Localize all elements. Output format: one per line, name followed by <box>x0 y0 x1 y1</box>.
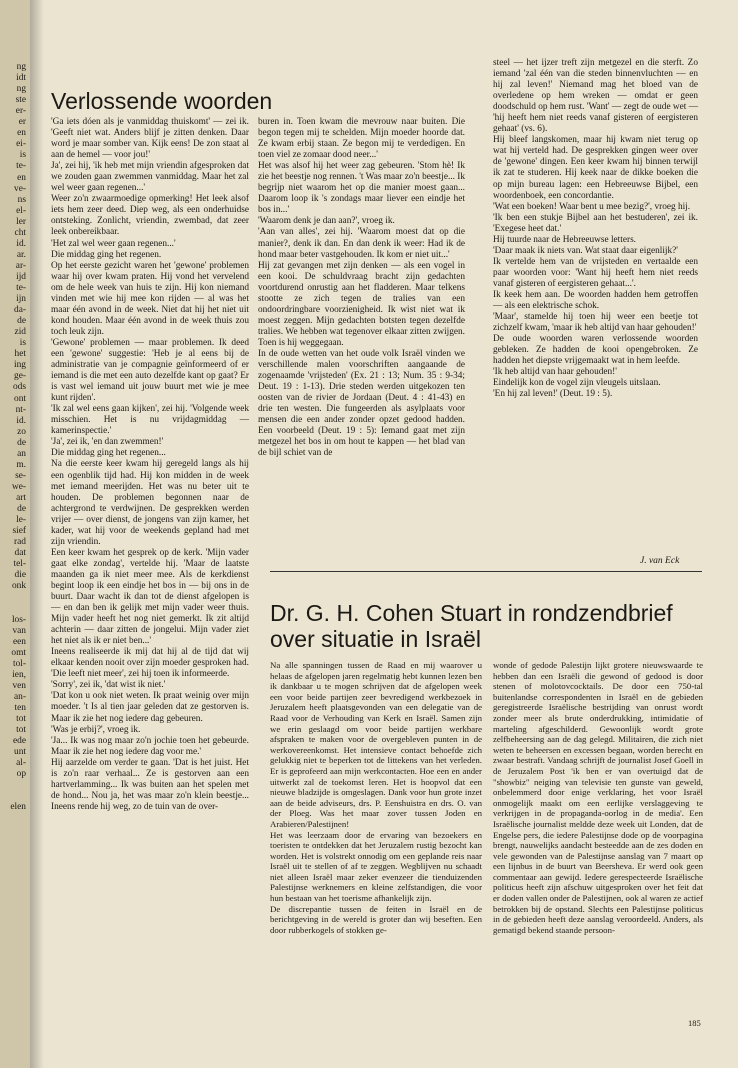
paragraph: Ja', zei hij, 'ik heb met mijn vriendin afgesproken dat we zouden gaan zwemmen vanmiddag. Maar het zal wel weer gaan regenen...' <box>51 161 249 194</box>
gutter-text-fragment: tot <box>16 725 26 735</box>
gutter-text-fragment: ede <box>12 736 26 747</box>
paragraph: Na die eerste keer kwam hij geregeld langs als hij een ogenblik tijd had. Hij kon midden in de week met iemand meerijden. Het was nu beter uit te houden. De problemen begonnen naar de achtergrond te verdwijnen. De gesprekken werden vrijer — over dienst, de jongens van zijn kamer, het kader, wat hij voor de weekends gepland had met zijn vriendin. <box>51 459 249 547</box>
gutter-text-fragment: tot <box>16 713 26 724</box>
gutter-text-fragment: elen <box>10 802 26 813</box>
gutter-text-fragment: unt <box>14 747 26 758</box>
gutter-text-fragment: ten <box>14 702 26 713</box>
paragraph: 'Ik zal wel eens gaan kijken', zei hij. 'Volgende week misschien. Het is nu vrijdagmiddag — kamerinspectie.' <box>51 404 249 437</box>
gutter-text-fragment: rad <box>14 537 26 548</box>
gutter-text-fragment: ge- <box>14 371 26 382</box>
paragraph: Een keer kwam het gesprek op de kerk. 'Mijn vader gaat elke zondag', vertelde hij. 'Maar de laatste maanden ga ik niet meer mee. Als de kerkdienst begint loop ik een eindje het bos in — bij ons in de buurt. Daar wacht ik dan tot de dienst afgelopen is — en dan ben ik gelijk met mijn vader weer thuis. Mijn vader heeft het nog niet gemerkt. Ik zit altijd achterin — daar zitten de jongelui. Mijn vader ziet het niet als ik er niet ben...' <box>51 547 249 647</box>
paragraph: 'Waarom denk je dan aan?', vroeg ik. <box>258 216 395 227</box>
gutter-text-fragment: id. <box>16 238 26 249</box>
paragraph: 'En hij zal leven!' (Deut. 19 : 5). <box>493 389 613 400</box>
author-signature: J. van Eck <box>640 556 680 566</box>
paragraph: De oude woorden waren verlossende woorden gebleken. Ze hadden de kooi opengebroken. Ze hadden het diepste vrijgemaakt wat in hem leefde. <box>493 334 698 367</box>
paragraph: 'Het zal wel weer gaan regenen...' <box>51 238 176 249</box>
article1-column-3 <box>493 58 698 400</box>
gutter-text-fragment: ont <box>14 393 26 404</box>
paragraph: 'Wat een boeken! Waar bent u mee bezig?', vroeg hij. <box>493 201 691 212</box>
gutter-text-fragment: zid <box>14 327 26 338</box>
page-fold-shadow <box>30 0 44 1068</box>
gutter-text-fragment: art <box>16 492 26 503</box>
paragraph: Hij bleef langskomen, maar hij kwam niet terug op wat hij verteld had. De gesprekken gingen weer over de 'gewone' dingen. Een keer kwam hij binnen terwijl ik zat te studeren. Hij keek naar de dikke boeken die op mijn bureau lagen: een Hebreeuwse Bijbel, een woordenboek, een concordantie. <box>493 135 698 201</box>
gutter-text-fragment: m. <box>16 459 26 470</box>
paragraph: wonde of gedode Palestijn lijkt grotere nieuwswaarde te hebben dan een Israëli die gewond of gedood is door stenen of molotovcocktails. De door een 750-tal buitenlandse correspondenten in Israël en de gebieden geregistreerde Israëlische bestrijding van onrust wordt zonder meer als brute onderdrukking, intimidatie of marteling afgeschilderd. Gewoonlijk wordt grote zelfbeheersing aan de dag gelegd. Militairen, die zich niet weten te beheersen en excessen begaan, worden berecht en zwaar bestraft. Vandaag schrijft de journalist Josef Goell in de Jeruzalem Post 'ik ben er van overtuigd dat de "showbiz" neiging van televisie ten gunste van geweld, onbelemmerd door enige verklaring, het voor Israël onmogelijk maakt om een eerlijke verslaggeving te verkrijgen in de propaganda-oorlog in de media'. Een Israëlische journalist meldde deze week uit Londen, dat de Engelse pers, die iedere Palestijnse dode op de voorpagina brengt, nauwelijks aandacht besteedde aan de zes doden en vele gewonden van de Palestijnse aanslag van 7 maart op een lijnbus in de buurt van Beersheva. Er werd ook geen commentaar aan gewijd. Iedere gerespecteerde Israëlische politicus heeft zijn afschuw uitgesproken over het feit dat er doden vallen onder de Palestijnen, ook al waren ze actief betrokken bij de opstand. Slechts een Palestijnse politicus in de gebieden heeft deze aanslag veroordeeld. Anders, als gematigd bekend staande persoon- <box>493 660 703 935</box>
gutter-text-fragment: de <box>17 504 26 514</box>
gutter-text-fragment: is <box>19 150 26 161</box>
gutter-text-fragment: dat <box>14 548 26 559</box>
page-number: 185 <box>688 1018 701 1028</box>
gutter-text-fragment: omt <box>11 647 26 658</box>
gutter-text-fragment: er- <box>15 106 26 117</box>
gutter-text-fragment: en <box>17 172 26 183</box>
paragraph: 'Aan van alles', zei hij. 'Waarom moest dat op die manier?, denk ik dan. En dan denk ik weer: Had ik de hond maar beter vastgehouden. Ik kom er niet uit...' <box>258 227 465 260</box>
gutter-text-fragment: de <box>17 316 26 327</box>
paragraph: 'Maar', stamelde hij toen hij weer een beetje tot zichzelf kwam, 'maar ik heb altijd van haar gehouden!' <box>493 312 698 334</box>
gutter-text-fragment: da- <box>14 305 26 316</box>
gutter-text-fragment: we- <box>11 481 26 492</box>
paragraph: Het was alsof hij het weer zag gebeuren. 'Stom hè! Ik zie het beestje nog rennen. 't Was maar zo'n beestje... Ik begrijp niet waarom het op die manier moest gaan... Daarom loop ik 's zondags maar liever een eindje het bos in...' <box>258 161 465 216</box>
paragraph: Ik keek hem aan. De woorden hadden hem getroffen — als een elektrische schok. <box>493 289 698 312</box>
gutter-text-fragment: ods <box>12 382 26 393</box>
paragraph: Hij aarzelde om verder te gaan. 'Dat is het juist. Het is zo'n raar verhaal... Ze is gestorven aan een hartverlamming... Ik was buiten aan het spelen met de hond... Nou ja, het was maar zo'n klein beestje... Ineens rende hij weg, zo de tuin van de over- <box>51 757 249 812</box>
gutter-text-fragment: van <box>12 625 26 636</box>
paragraph: Hij zat gevangen met zijn denken — als een vogel in een kooi. De schuldvraag bracht zijn gedachten voortdurend onrustig aan het fladderen. Maar telkens stootte ze zich tegen de tralies van een ondoordringbare voorzienigheid. Ik wist niet wat ik moest zeggen. Mijn gedachten botsten tegen dezelfde tralies. We hebben wat tegenover elkaar zitten zwijgen. Toen is hij weggegaan. <box>258 260 465 348</box>
gutter-text-fragment: ijd <box>16 271 26 282</box>
gutter-text-fragment: cht <box>14 227 26 238</box>
gutter-text-fragment: een <box>12 636 26 647</box>
paragraph: Ineens realiseerde ik mij dat hij al de tijd dat wij elkaar kenden nooit over zijn moeder gesproken had. 'Die leeft niet meer', zei hij toen ik informeerde. <box>51 647 249 680</box>
gutter-text-fragment: ar- <box>15 260 26 271</box>
paragraph: 'Ja', zei ik, 'en dan zwemmen!' <box>51 437 164 448</box>
gutter-text-fragment: an- <box>14 691 26 702</box>
gutter-text-fragment: ste <box>15 95 26 106</box>
gutter-text-fragment: ler <box>16 216 26 227</box>
gutter-text-fragment: en <box>17 128 26 139</box>
gutter-text-fragment: te- <box>16 283 26 293</box>
article1-column-1 <box>51 117 249 813</box>
gutter-text-fragment: se- <box>15 470 26 481</box>
gutter-text-fragment: id. <box>16 415 26 426</box>
paragraph: Eindelijk kon de vogel zijn vleugels uitslaan. <box>493 378 661 389</box>
gutter-text-fragment: tol- <box>12 658 26 669</box>
gutter-text-fragment: ng <box>16 62 26 72</box>
paragraph: Die middag ging het regenen... <box>51 448 166 459</box>
gutter-text-fragment: ar. <box>16 249 26 260</box>
gutter-text-fragment: nt- <box>15 404 26 415</box>
gutter-text-fragment: le- <box>16 515 26 526</box>
gutter-text-fragment: onk <box>11 581 26 592</box>
gutter-text-fragment: op <box>16 769 26 780</box>
gutter-text-fragment: ei- <box>16 139 26 150</box>
paragraph: 'Ik heb altijd van haar gehouden!' <box>493 367 617 378</box>
paragraph: Ik vertelde hem van de vrijsteden en vertaalde een paar woorden voor: 'Want hij heeft hem niet reeds vanaf gisteren of eergisteren gehaat...'. <box>493 256 698 289</box>
paragraph: buren in. Toen kwam die mevrouw naar buiten. Die begon tegen mij te schelden. Mijn moeder hoorde dat. Ze kwam erbij staan. Ze begon mij te verdedigen. En toen viel ze zomaar dood neer...' <box>258 117 465 161</box>
paragraph: Weer zo'n zwaarmoedige opmerking! Het leek alsof iets hem zeer deed. Diep weg, als een onderhuidse ontsteking. Zonlicht, vriendin, zwembad, dat zeer leek onbereikbaar. <box>51 194 249 238</box>
paragraph: 'Ga iets dóen als je vanmiddag thuiskomt' — zei ik. 'Geeft niet wat. Anders blijf je zitten denken. Daar word je maar somber van. Kijk eens! De zon staat al aan de hemel — voor jou!' <box>51 117 249 161</box>
article1-column-2 <box>258 117 465 459</box>
paragraph: Na alle spanningen tussen de Raad en mij waarover u helaas de afgelopen jaren regelmatig hebt kunnen lezen ben ik dankbaar u te mogen schrijven dat de afgelopen week een voor beide partijen zeer bevredigend werkbezoek in Jeruzalem heeft plaatsgevonden van een delegatie van de Raad voor de Verhouding van Kerk en Israël. Samen zijn we erin geslaagd om voor beide partijen werkbare afspraken te maken voor de overgebleven punten in de werkovereenkomst. Het intensieve contact behoefde zich gelukkig niet te beperken tot de littekens van het verleden. Er is geprofeerd aan mijn werkcontacten. Hoe een en ander uitwerkt zal de toekomst leren. Het is hoopvol dat een nieuwe bladzijde is omgeslagen. Dank voor hun grote inzet aan de beide adviseurs, drs. P. Eenshuistra en drs. O. van der Ploeg. Was het maar zover tussen Joden en Arabieren/Palestijnen! <box>270 660 482 829</box>
gutter-text-fragment: ijn <box>16 294 26 305</box>
gutter-text-fragment: al- <box>16 758 26 769</box>
article2-column-2 <box>493 660 703 935</box>
gutter-text-fragment: er <box>18 117 26 128</box>
paragraph: 'Ja... Ik was nog maar zo'n jochie toen het gebeurde. Maar ik zie het nog iedere dag voor me.' <box>51 735 249 757</box>
paragraph: 'Ik ben een stukje Bijbel aan het bestuderen', zei ik. 'Exegese heet dat.' <box>493 212 698 234</box>
paragraph: 'Sorry', zei ik, 'dat wist ik niet.' <box>51 680 166 691</box>
paragraph: 'Gewone' problemen — maar problemen. Ik deed een 'gewone' suggestie: 'Heb je al eens bij de administratie van je compagnie geïnformeerd of er iemand is die met een auto dezelfde kant op gaat? Er is vast wel iemand uit jouw buurt met wie je mee kunt rijden'. <box>51 337 249 404</box>
paragraph: Op het eerste gezicht waren het 'gewone' problemen waar hij over kwam praten. Hij vond het vervelend om de hele week van huis te zijn. Hij kon niemand vinden met wie hij mee kon rijden — al was het maar één avond in de week. Niet dat hij het niet uit kond houden. Maar één avond in de week thuis zou toch leuk zijn. <box>51 260 249 337</box>
paragraph: 'Dat kon u ook niet weten. Ik praat weinig over mijn moeder. 't Is al tien jaar geleden dat ze gestorven is. Maar ik zie het nog iedere dag gebeuren. <box>51 691 249 724</box>
gutter-text-fragment: zo <box>17 426 26 437</box>
gutter-text-fragment: ven <box>12 680 26 691</box>
article2-column-1 <box>270 660 482 935</box>
gutter-text-fragment: los- <box>11 614 26 625</box>
article-divider-rule <box>270 571 702 572</box>
gutter-text-fragment: ing <box>14 360 26 371</box>
gutter-text-fragment: ns <box>17 194 26 205</box>
gutter-text-fragment: an <box>17 448 26 459</box>
gutter-text-fragment: te- <box>16 161 26 172</box>
adjacent-page-edge <box>0 0 30 1068</box>
article-title-verlossende-woorden: Verlossende woorden <box>51 88 273 114</box>
paragraph: 'Was je erbij?', vroeg ik. <box>51 724 141 735</box>
gutter-text-fragment: ien, <box>12 669 26 680</box>
gutter-text-fragment: el- <box>16 205 26 216</box>
gutter-text-fragment: tel- <box>13 559 26 570</box>
gutter-text-fragment: de <box>17 437 26 448</box>
paragraph: Die middag ging het regenen. <box>51 249 162 260</box>
paragraph: 'Daar maak ik niets van. Wat staat daar eigenlijk?' <box>493 245 678 256</box>
paragraph: De discrepantie tussen de feiten in Israël en de berichtgeving in de wereld is groter dan wij beseften. Een door rubberkogels of stokken ge- <box>270 903 482 935</box>
gutter-text-fragment: het <box>14 349 26 360</box>
paragraph: Hij tuurde naar de Hebreeuwse letters. <box>493 234 637 245</box>
paragraph: steel — het ijzer treft zijn metgezel en die sterft. Zo iemand 'zal één van die steden binnenvluchten — en hij zal leven!' Niemand mag het bloed van de overledene op hem wreken — omdat er geen doodschuld op hem rust. 'Want' — zegt de oude wet — 'hij heeft hem niet reeds vanaf gisteren of eergisteren gehaat' (vs. 6). <box>493 58 698 135</box>
gutter-text-fragment: is <box>19 338 26 349</box>
paragraph: Het was leerzaam door de ervaring van bezoekers en toeristen te ontdekken dat het Jeruzalem rustig bezocht kan worden. Het is volstrekt onnodig om een geplande reis naar Israël uit te stellen of af te zeggen. Wegblijven nu schaadt niet alleen Israël maar zeker evenzeer die tienduizenden Palestijnse werknemers en kleine zelfstandigen, die voor hun bestaan van het toerisme afhankelijk zijn. <box>270 829 482 904</box>
gutter-text-fragment: ve- <box>14 183 26 194</box>
gutter-text-fragment: idt <box>16 73 26 84</box>
paragraph: In de oude wetten van het oude volk Israël vinden we verschillende malen voorschriften aangaande de zogenaamde 'vrijsteden' (Ex. 21 : 13; Num. 35 : 9-34; Deut. 19 : 1-13). Drie steden werden uitgekozen ten oosten van de rivier de Jordaan (Deut. 4 : 41-43) en drie ten westen. Die fungeerden als asylplaats voor mensen die een ander zonder opzet gedood hadden. Een voorbeeld (Deut. 19 : 5): Iemand gaat met zijn metgezel het bos in om hout te kappen — het blad van de bijl schiet van de <box>258 348 465 459</box>
article-title-cohen-stuart: Dr. G. H. Cohen Stuart in rondzendbrief over situatie in Israël <box>270 600 673 652</box>
gutter-text-fragment: sief <box>12 526 26 537</box>
gutter-text-fragment: die <box>14 570 26 581</box>
gutter-text-fragment: ng <box>16 84 26 95</box>
